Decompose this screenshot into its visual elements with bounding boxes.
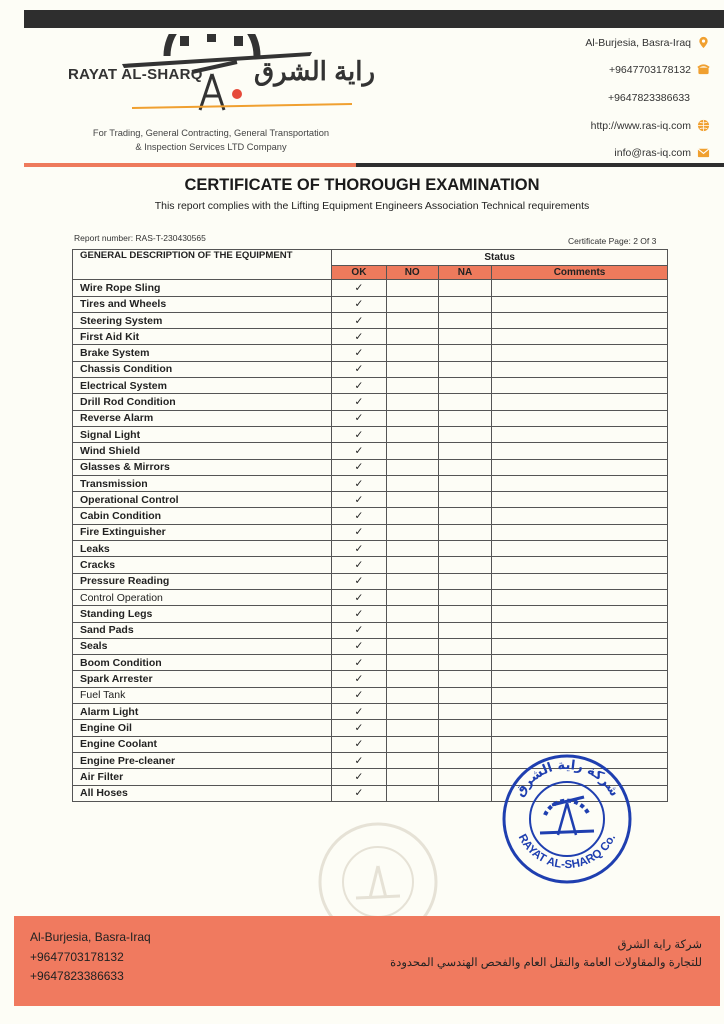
status-na-cell bbox=[438, 589, 491, 605]
table-row bbox=[73, 589, 668, 605]
equipment-name: Standing Legs bbox=[73, 606, 332, 622]
equipment-name: Wire Rope Sling bbox=[73, 280, 332, 296]
comments-cell bbox=[492, 296, 668, 312]
comments-cell bbox=[492, 622, 668, 638]
status-no-cell bbox=[386, 720, 438, 736]
status-no-cell bbox=[386, 622, 438, 638]
svg-text:RAYAT AL-SHARQ Co. bbox=[516, 832, 618, 871]
equipment-name: Tires and Wheels bbox=[73, 296, 332, 312]
equipment-name: Electrical System bbox=[73, 378, 332, 394]
status-ok-cell: ✓ bbox=[332, 671, 386, 687]
equipment-name: Transmission bbox=[73, 475, 332, 491]
status-na-cell bbox=[438, 345, 491, 361]
status-ok-cell: ✓ bbox=[332, 345, 386, 361]
comments-cell bbox=[492, 508, 668, 524]
status-ok-cell: ✓ bbox=[332, 426, 386, 442]
status-no-cell bbox=[386, 443, 438, 459]
status-no-cell bbox=[386, 329, 438, 345]
table-row bbox=[73, 704, 668, 720]
status-na-cell bbox=[438, 720, 491, 736]
status-na-cell bbox=[438, 492, 491, 508]
status-na-cell bbox=[438, 459, 491, 475]
comments-cell bbox=[492, 492, 668, 508]
equipment-name: Engine Pre-cleaner bbox=[73, 752, 332, 768]
equipment-name: Cracks bbox=[73, 557, 332, 573]
col-no: NO bbox=[386, 266, 438, 280]
status-no-cell bbox=[386, 378, 438, 394]
equipment-name: Air Filter bbox=[73, 769, 332, 785]
comments-cell bbox=[492, 671, 668, 687]
status-no-cell bbox=[386, 459, 438, 475]
status-ok-cell: ✓ bbox=[332, 720, 386, 736]
status-na-cell bbox=[438, 329, 491, 345]
report-number: Report number: RAS-T-230430565 bbox=[74, 233, 206, 243]
comments-cell bbox=[492, 704, 668, 720]
company-name-en: RAYAT AL-SHARQ bbox=[68, 66, 203, 83]
status-no-cell bbox=[386, 345, 438, 361]
equipment-name: Cabin Condition bbox=[73, 508, 332, 524]
svg-text:شركة راية الشرق bbox=[512, 758, 621, 800]
equipment-name: Engine Oil bbox=[73, 720, 332, 736]
comments-cell bbox=[492, 361, 668, 377]
status-no-cell bbox=[386, 492, 438, 508]
equipment-name: Spark Arrester bbox=[73, 671, 332, 687]
table-row bbox=[73, 296, 668, 312]
equipment-name: Steering System bbox=[73, 312, 332, 328]
table-row bbox=[73, 378, 668, 394]
comments-cell bbox=[492, 720, 668, 736]
col-comments: Comments bbox=[492, 266, 668, 280]
status-no-cell bbox=[386, 280, 438, 296]
envelope-icon bbox=[697, 146, 710, 159]
table-row bbox=[73, 410, 668, 426]
comments-cell bbox=[492, 736, 668, 752]
certificate-title: CERTIFICATE OF THOROUGH EXAMINATION bbox=[184, 176, 540, 194]
status-no-cell bbox=[386, 606, 438, 622]
table-row bbox=[73, 329, 668, 345]
header-divider-accent bbox=[24, 163, 356, 167]
status-ok-cell: ✓ bbox=[332, 655, 386, 671]
footer-contact: Al-Burjesia, Basra-Iraq +9647703178132 +9647823386633 bbox=[30, 930, 151, 983]
comments-cell bbox=[492, 606, 668, 622]
table-row bbox=[73, 736, 668, 752]
status-na-cell bbox=[438, 638, 491, 654]
status-no-cell bbox=[386, 638, 438, 654]
equipment-name: Sand Pads bbox=[73, 622, 332, 638]
status-na-cell bbox=[438, 280, 491, 296]
equipment-name: Seals bbox=[73, 638, 332, 654]
status-na-cell bbox=[438, 752, 491, 768]
table-row bbox=[73, 492, 668, 508]
comments-cell bbox=[492, 573, 668, 589]
status-no-cell bbox=[386, 557, 438, 573]
footer-arabic-name: شركة راية الشرق للتجارة والمقاولات العامة والنقل العام والفحص الهندسي المحدودة bbox=[390, 939, 702, 969]
location-pin-icon bbox=[697, 36, 710, 49]
status-no-cell bbox=[386, 426, 438, 442]
status-ok-cell: ✓ bbox=[332, 736, 386, 752]
company-name-ar: راية الشرق bbox=[254, 56, 376, 86]
contact-phone1: +9647703178132 bbox=[609, 63, 710, 76]
table-row bbox=[73, 345, 668, 361]
table-row bbox=[73, 606, 668, 622]
table-header-row bbox=[73, 250, 668, 266]
table-row bbox=[73, 573, 668, 589]
equipment-name: Fuel Tank bbox=[73, 687, 332, 703]
status-no-cell bbox=[386, 296, 438, 312]
comments-cell bbox=[492, 589, 668, 605]
comments-cell bbox=[492, 426, 668, 442]
col-ok: OK bbox=[332, 266, 386, 280]
status-ok-cell: ✓ bbox=[332, 459, 386, 475]
equipment-name: Reverse Alarm bbox=[73, 410, 332, 426]
comments-cell bbox=[492, 394, 668, 410]
status-na-cell bbox=[438, 508, 491, 524]
status-ok-cell: ✓ bbox=[332, 622, 386, 638]
equipment-name: First Aid Kit bbox=[73, 329, 332, 345]
comments-cell bbox=[492, 524, 668, 540]
comments-cell bbox=[492, 329, 668, 345]
status-ok-cell: ✓ bbox=[332, 785, 386, 801]
table-row bbox=[73, 475, 668, 491]
table-row bbox=[73, 426, 668, 442]
status-no-cell bbox=[386, 752, 438, 768]
telephone-icon bbox=[697, 63, 710, 76]
stamp-english-text: RAYAT AL-SHARQ Co. bbox=[515, 832, 619, 872]
status-na-cell bbox=[438, 443, 491, 459]
status-ok-cell: ✓ bbox=[332, 638, 386, 654]
equipment-name: Boom Condition bbox=[73, 655, 332, 671]
status-no-cell bbox=[386, 541, 438, 557]
status-header: Status bbox=[332, 250, 668, 266]
status-na-cell bbox=[438, 736, 491, 752]
equipment-name: Chassis Condition bbox=[73, 361, 332, 377]
status-ok-cell: ✓ bbox=[332, 394, 386, 410]
status-na-cell bbox=[438, 671, 491, 687]
table-row bbox=[73, 557, 668, 573]
equipment-name: Control Operation bbox=[73, 589, 332, 605]
table-row bbox=[73, 687, 668, 703]
status-ok-cell: ✓ bbox=[332, 329, 386, 345]
status-ok-cell: ✓ bbox=[332, 280, 386, 296]
status-no-cell bbox=[386, 785, 438, 801]
status-no-cell bbox=[386, 736, 438, 752]
table-row bbox=[73, 312, 668, 328]
status-no-cell bbox=[386, 589, 438, 605]
status-ok-cell: ✓ bbox=[332, 296, 386, 312]
equipment-name: Brake System bbox=[73, 345, 332, 361]
equipment-name: Operational Control bbox=[73, 492, 332, 508]
status-ok-cell: ✓ bbox=[332, 589, 386, 605]
equipment-name: Alarm Light bbox=[73, 704, 332, 720]
status-ok-cell: ✓ bbox=[332, 687, 386, 703]
status-no-cell bbox=[386, 769, 438, 785]
status-na-cell bbox=[438, 312, 491, 328]
status-ok-cell: ✓ bbox=[332, 573, 386, 589]
status-na-cell bbox=[438, 687, 491, 703]
comments-cell bbox=[492, 345, 668, 361]
equipment-name: Wind Shield bbox=[73, 443, 332, 459]
comments-cell bbox=[492, 459, 668, 475]
comments-cell bbox=[492, 655, 668, 671]
status-na-cell bbox=[438, 410, 491, 426]
certificate-subtitle: This report complies with the Lifting Equipment Engineers Association Technical requirements bbox=[154, 200, 590, 212]
status-ok-cell: ✓ bbox=[332, 541, 386, 557]
comments-cell bbox=[492, 557, 668, 573]
status-no-cell bbox=[386, 573, 438, 589]
footer-bar bbox=[14, 916, 720, 1006]
status-ok-cell: ✓ bbox=[332, 769, 386, 785]
equipment-name: Drill Rod Condition bbox=[73, 394, 332, 410]
status-ok-cell: ✓ bbox=[332, 704, 386, 720]
contact-website[interactable]: http://www.ras-iq.com bbox=[591, 119, 710, 132]
status-ok-cell: ✓ bbox=[332, 378, 386, 394]
comments-cell bbox=[492, 378, 668, 394]
table-row bbox=[73, 541, 668, 557]
status-na-cell bbox=[438, 655, 491, 671]
status-ok-cell: ✓ bbox=[332, 524, 386, 540]
table-row bbox=[73, 394, 668, 410]
contact-phone2: +9647823386633 bbox=[607, 92, 690, 104]
status-no-cell bbox=[386, 655, 438, 671]
header-divider-dark bbox=[356, 163, 724, 167]
status-ok-cell: ✓ bbox=[332, 312, 386, 328]
status-no-cell bbox=[386, 394, 438, 410]
comments-cell bbox=[492, 638, 668, 654]
col-na: NA bbox=[438, 266, 491, 280]
status-ok-cell: ✓ bbox=[332, 606, 386, 622]
status-na-cell bbox=[438, 557, 491, 573]
table-row bbox=[73, 671, 668, 687]
status-na-cell bbox=[438, 704, 491, 720]
status-no-cell bbox=[386, 671, 438, 687]
status-ok-cell: ✓ bbox=[332, 443, 386, 459]
equipment-name: All Hoses bbox=[73, 785, 332, 801]
status-ok-cell: ✓ bbox=[332, 475, 386, 491]
status-na-cell bbox=[438, 524, 491, 540]
status-no-cell bbox=[386, 475, 438, 491]
equipment-name: Engine Coolant bbox=[73, 736, 332, 752]
status-na-cell bbox=[438, 296, 491, 312]
table-row bbox=[73, 524, 668, 540]
table-row bbox=[73, 720, 668, 736]
comments-cell bbox=[492, 475, 668, 491]
status-no-cell bbox=[386, 687, 438, 703]
comments-cell bbox=[492, 280, 668, 296]
comments-cell bbox=[492, 410, 668, 426]
status-na-cell bbox=[438, 426, 491, 442]
status-ok-cell: ✓ bbox=[332, 752, 386, 768]
status-ok-cell: ✓ bbox=[332, 410, 386, 426]
table-row bbox=[73, 508, 668, 524]
contact-email[interactable]: info@ras-iq.com bbox=[614, 146, 710, 159]
status-no-cell bbox=[386, 410, 438, 426]
comments-cell bbox=[492, 687, 668, 703]
table-row bbox=[73, 459, 668, 475]
contact-address: Al-Burjesia, Basra-Iraq bbox=[585, 36, 710, 49]
status-no-cell bbox=[386, 704, 438, 720]
status-na-cell bbox=[438, 769, 491, 785]
status-na-cell bbox=[438, 361, 491, 377]
table-row bbox=[73, 280, 668, 296]
table-row bbox=[73, 638, 668, 654]
comments-cell bbox=[492, 541, 668, 557]
equipment-name: Pressure Reading bbox=[73, 573, 332, 589]
company-tagline: For Trading, General Contracting, General Transportation & Inspection Services LTD Company bbox=[92, 128, 330, 152]
equipment-name: Glasses & Mirrors bbox=[73, 459, 332, 475]
status-ok-cell: ✓ bbox=[332, 361, 386, 377]
desc-header: GENERAL DESCRIPTION OF THE EQUIPMENT bbox=[73, 250, 332, 280]
certificate-page: Certificate Page: 2 Of 3 bbox=[568, 236, 657, 246]
status-no-cell bbox=[386, 312, 438, 328]
status-na-cell bbox=[438, 573, 491, 589]
status-na-cell bbox=[438, 622, 491, 638]
status-na-cell bbox=[438, 475, 491, 491]
status-ok-cell: ✓ bbox=[332, 492, 386, 508]
equipment-name: Fire Extinguisher bbox=[73, 524, 332, 540]
status-na-cell bbox=[438, 541, 491, 557]
comments-cell bbox=[492, 443, 668, 459]
status-na-cell bbox=[438, 394, 491, 410]
top-bar bbox=[24, 10, 724, 28]
stamp-arabic-text: شركة راية الشرق bbox=[512, 757, 622, 800]
table-row bbox=[73, 443, 668, 459]
table-row bbox=[73, 655, 668, 671]
company-stamp bbox=[500, 753, 634, 885]
equipment-name: Signal Light bbox=[73, 426, 332, 442]
status-na-cell bbox=[438, 378, 491, 394]
comments-cell bbox=[492, 312, 668, 328]
status-no-cell bbox=[386, 524, 438, 540]
status-na-cell bbox=[438, 785, 491, 801]
status-ok-cell: ✓ bbox=[332, 557, 386, 573]
globe-icon bbox=[697, 119, 710, 132]
status-no-cell bbox=[386, 361, 438, 377]
status-ok-cell: ✓ bbox=[332, 508, 386, 524]
equipment-name: Leaks bbox=[73, 541, 332, 557]
equipment-table bbox=[72, 249, 668, 802]
status-no-cell bbox=[386, 508, 438, 524]
status-na-cell bbox=[438, 606, 491, 622]
table-row bbox=[73, 361, 668, 377]
table-row bbox=[73, 622, 668, 638]
